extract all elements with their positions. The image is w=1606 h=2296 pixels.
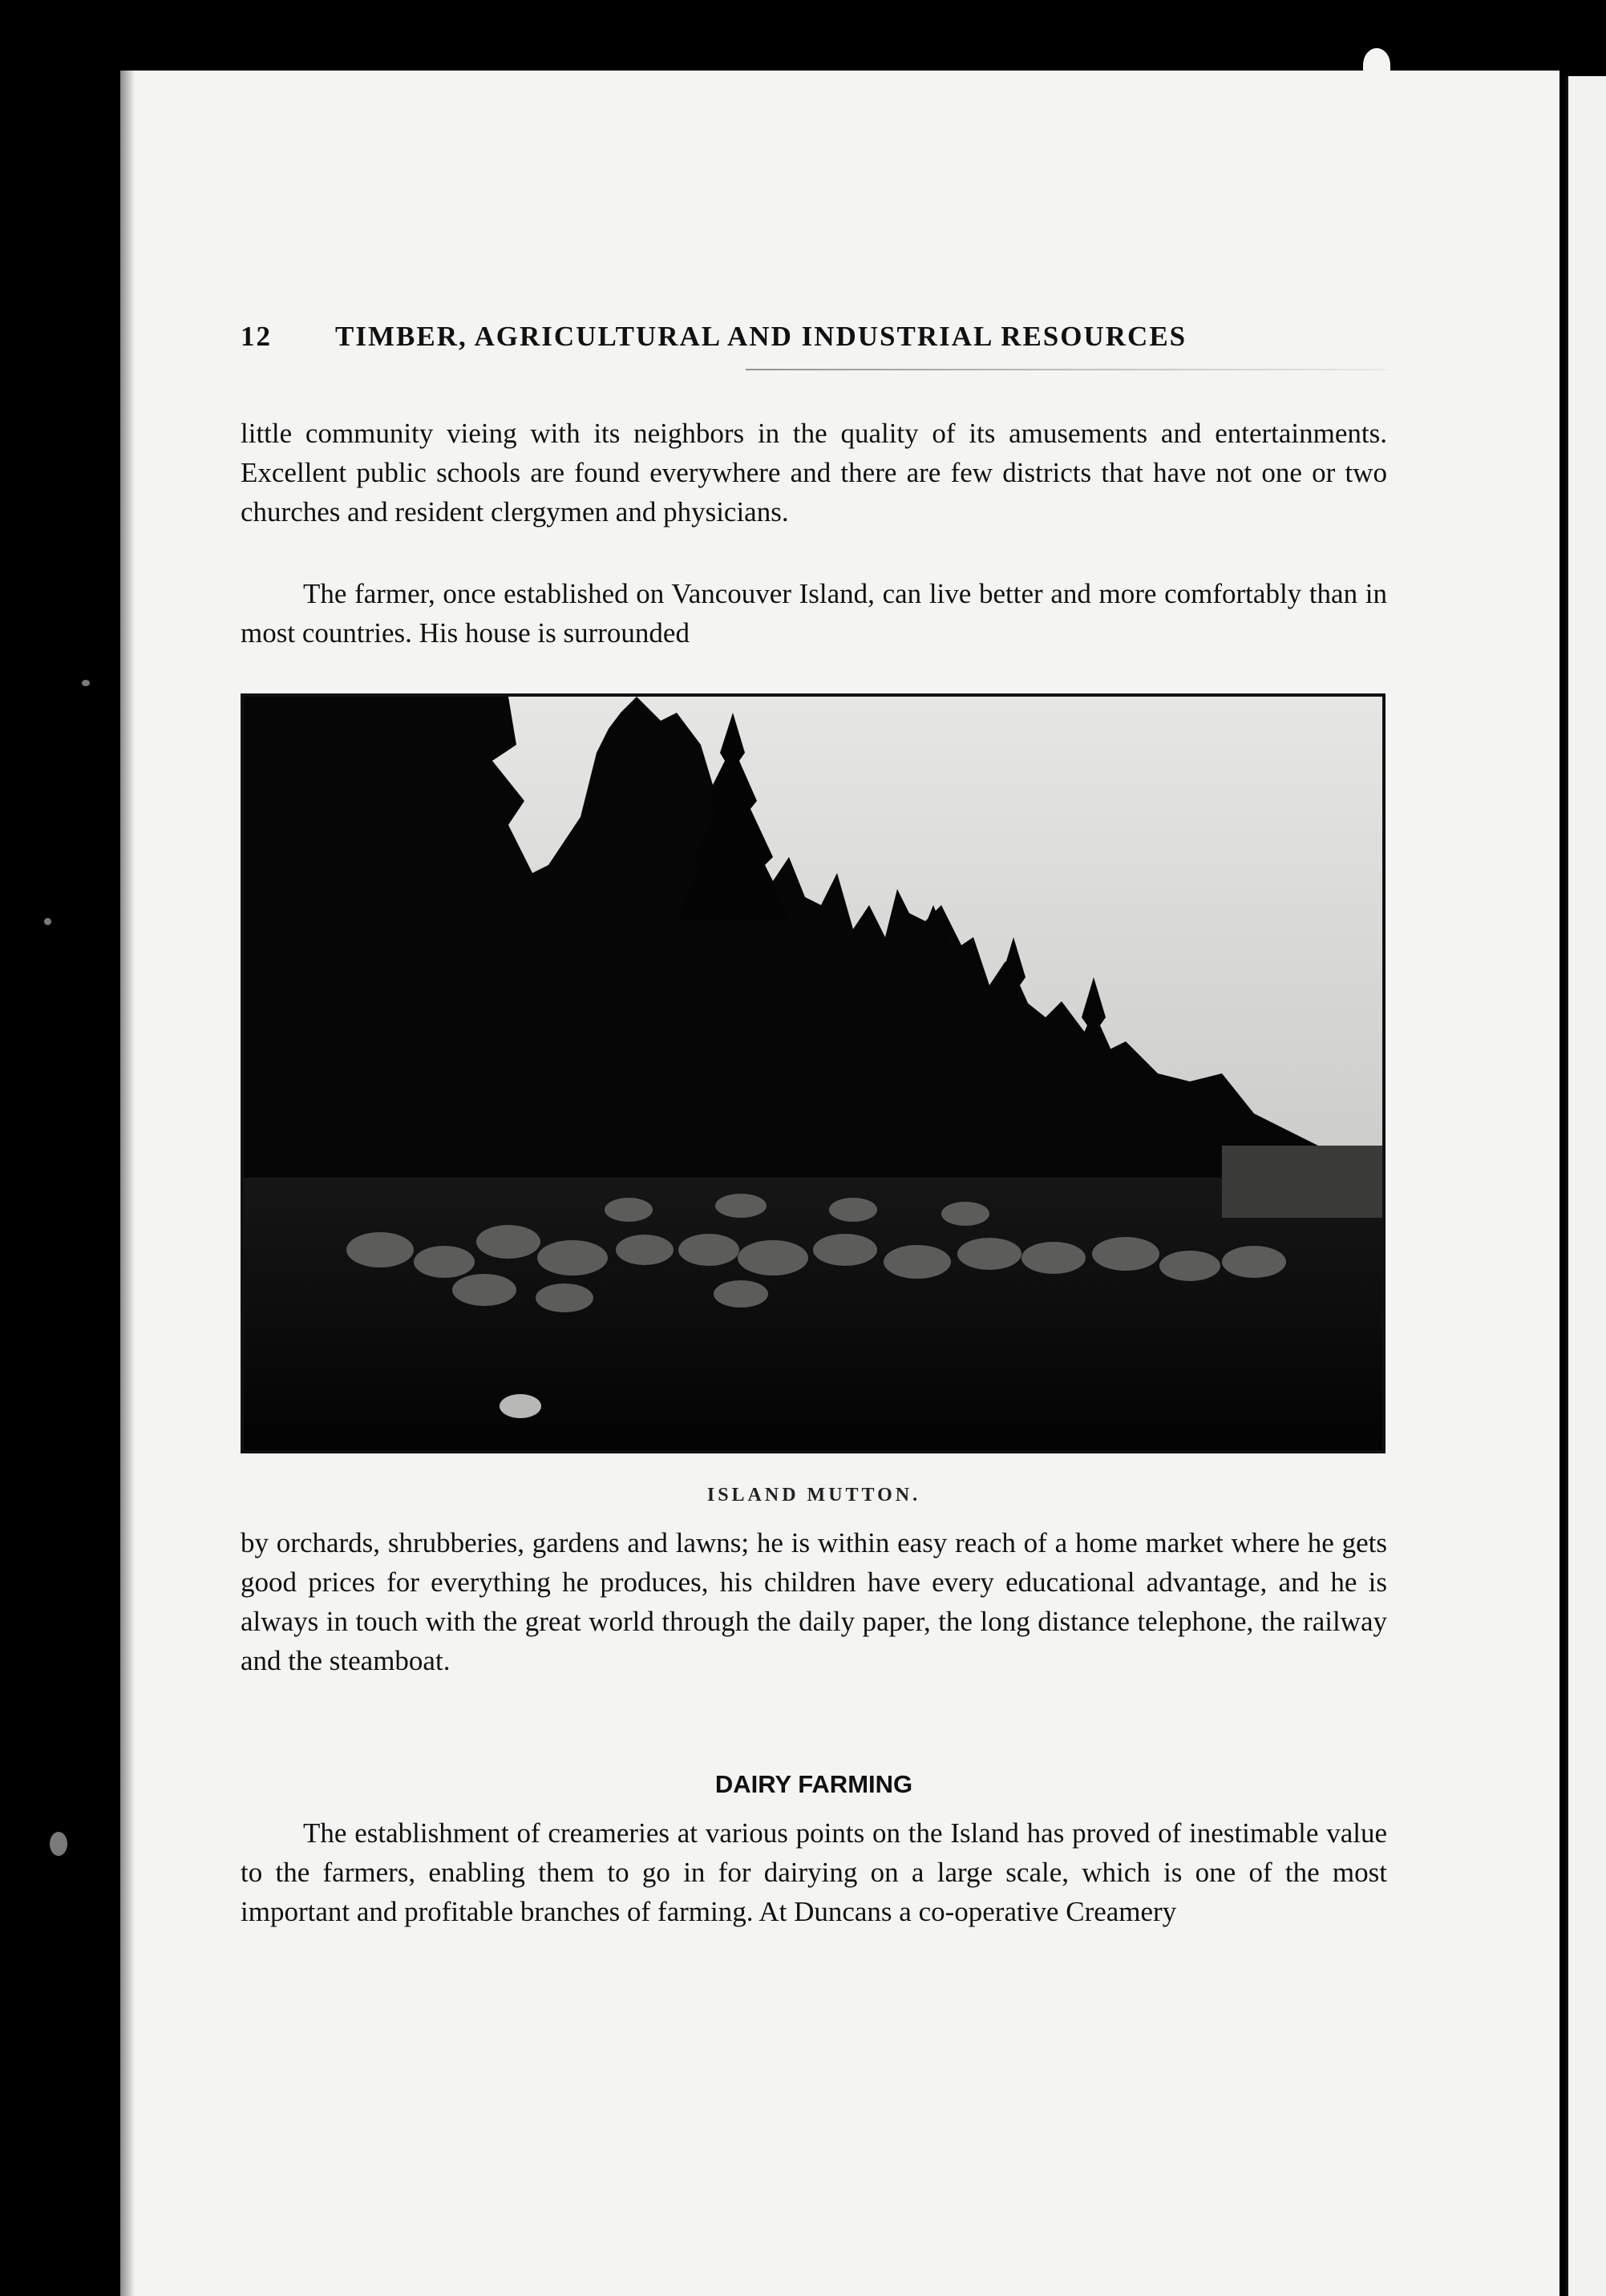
- sheep: [1021, 1242, 1086, 1274]
- sheep: [678, 1234, 739, 1266]
- page-gutter-shadow: [120, 71, 135, 2296]
- scan-speck: [50, 1832, 67, 1856]
- pasture: [244, 1178, 1382, 1450]
- paragraph-community: little community vieing with its neighbors in the quality of its amusements and entertainments. Excellent public schools are found everywhere and there are few districts that have not one or two churches and resident clergymen and physicians.: [241, 418, 1387, 528]
- sheep: [714, 1280, 768, 1308]
- sheep: [414, 1246, 475, 1278]
- sheep: [1092, 1237, 1159, 1271]
- sheep: [452, 1274, 516, 1306]
- scan-speck: [82, 680, 90, 686]
- paragraph-farmer: The farmer, once established on Vancouver Island, can live better and more comfortably than in most countries. His house is surrounded: [241, 578, 1387, 649]
- section-heading-dairy-farming: DAIRY FARMING: [714, 1770, 913, 1798]
- distant-field: [1222, 1146, 1382, 1218]
- white-lamb: [500, 1394, 541, 1418]
- sheep: [715, 1194, 767, 1218]
- page-number: 12: [241, 321, 272, 352]
- sheep-grazing-photo: [241, 693, 1386, 1453]
- sheep: [957, 1238, 1021, 1270]
- photo-caption: ISLAND MUTTON.: [706, 1485, 921, 1506]
- paragraph-dairy-farming: The establishment of creameries at various points on the Island has proved of inestimable value to the farmers, enabling them to go in for dairying on a large scale, which is one of the most important and profitable branches of farming. At Duncans a co-operative Creamery: [241, 1817, 1387, 1927]
- sheep: [941, 1202, 989, 1226]
- scan-speck: [44, 918, 51, 925]
- sheep: [1159, 1251, 1220, 1281]
- sheep: [616, 1235, 674, 1265]
- running-head-rule: [746, 369, 1387, 370]
- sheep: [476, 1225, 540, 1259]
- running-head: [241, 321, 1387, 353]
- sheep: [1222, 1246, 1286, 1278]
- sheep: [813, 1234, 877, 1266]
- paragraph-continuation: by orchards, shrubberies, gardens and lawns; he is within easy reach of a home market where he gets good prices for everything he produces, his children have every educational advantage, and he is always in touch with the great world through the daily paper, the long distance telephone, the railway and the steamboat.: [241, 1527, 1387, 1676]
- adjacent-page-edge: [1566, 76, 1606, 2296]
- photo-drawing: [244, 697, 1382, 1450]
- sheep: [738, 1240, 808, 1275]
- sheep: [537, 1240, 608, 1275]
- sheep: [829, 1198, 877, 1222]
- sheep: [346, 1232, 414, 1267]
- sheep: [605, 1198, 653, 1222]
- page-corner-mark: [1363, 48, 1390, 82]
- sheep: [536, 1283, 593, 1312]
- running-head-title: TIMBER, AGRICULTURAL AND INDUSTRIAL RESOURCES: [335, 321, 1187, 352]
- sheep: [884, 1245, 951, 1279]
